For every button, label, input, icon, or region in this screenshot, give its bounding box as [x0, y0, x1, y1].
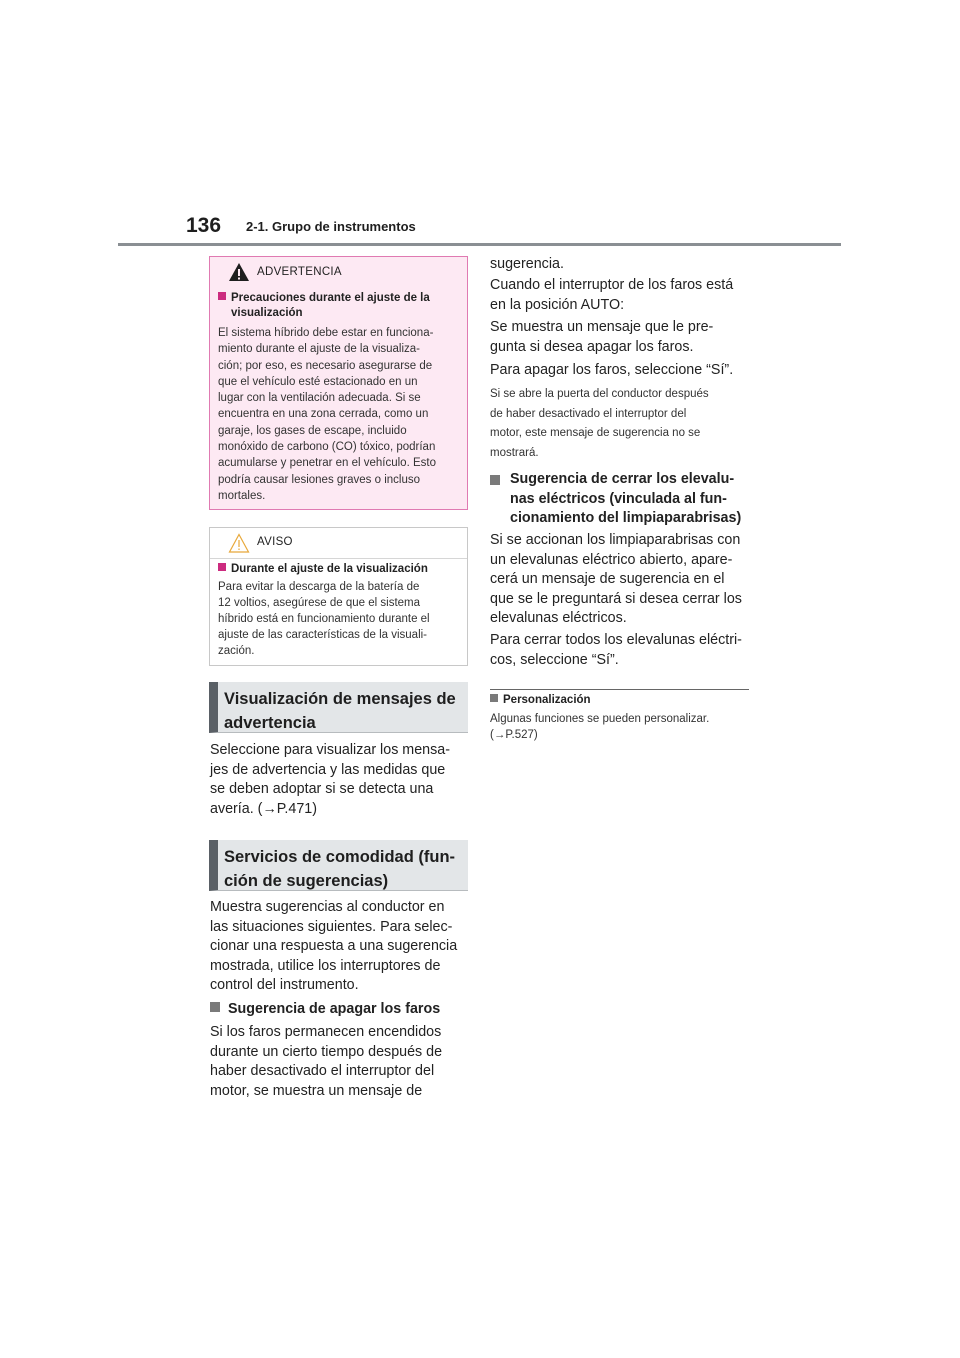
- subheading-close-windows: Sugerencia de cerrar los elevalu- nas eléctricos (vinculada al fun- cionamiento del limpiaparabrisas): [490, 470, 760, 529]
- customization-heading: Personalización: [490, 693, 773, 708]
- notice-text: Para evitar la descarga de la batería de 12 voltios, asegúrese de que el sistema híbrido está en funcionamiento durante el ajuste de las características de la visuali- zación.: [218, 581, 430, 657]
- windows-paragraph-close-all: Para cerrar todos los elevalunas eléctri- cos, seleccione “Sí”.: [490, 632, 742, 668]
- bullet-square-icon: [210, 1002, 220, 1012]
- subheading-lights-off: Sugerencia de apagar los faros: [210, 1000, 472, 1020]
- notice-label: AVISO: [257, 536, 293, 548]
- heading-warning-messages: Visualización de mensajes de advertencia: [209, 682, 468, 733]
- right-col-message: Se muestra un mensaje que le pre- gunta si desea apagar los faros.: [490, 319, 714, 355]
- warning-text: El sistema híbrido debe estar en funciona- miento durante el ajuste de la visualiza- ción; por eso, es necesario asegurarse de que el vehículo esté estacionado en un lugar con la ventilación adecuada. Si se encuentra en una zona cerrada, como un garaje, los gases de escape, incluido monóxido de carbono (CO) tóxico, podrían acumularse y penetrar en el vehículo. Esto podría causar lesiones graves o incluso mortales.: [218, 327, 436, 502]
- bullet-square-icon: [218, 292, 226, 300]
- warning-header: [210, 257, 467, 291]
- notice-header: [210, 528, 467, 559]
- notice-heading: Durante el ajuste de la visualización: [218, 562, 459, 577]
- services-paragraph: Muestra sugerencias al conductor en las situaciones siguientes. Para selec- cionar una respuesta a una sugerencia mostrada, utilice los interruptores de control del instrumento.: [210, 899, 458, 994]
- customization-text: Algunas funciones se pueden personalizar. (→P.527): [490, 713, 710, 741]
- customization-rule: [490, 689, 749, 690]
- section-title: 2-1. Grupo de instrumentos: [246, 219, 416, 234]
- notice-box: [209, 527, 468, 666]
- right-col-sugerencia: sugerencia.: [490, 256, 564, 272]
- lights-paragraph: Si los faros permanecen encendidos durante un cierto tiempo después de haber desactivado el interruptor del motor, se muestra un mensaje de: [210, 1024, 443, 1099]
- windows-paragraph: Si se accionan los limpiaparabrisas con un elevalunas eléctrico abierto, apare- cerá un mensaje de sugerencia en el que se le preguntará si desea cerrar los elevalunas eléctricos.: [490, 532, 742, 627]
- heading-comfort-services: Servicios de comodidad (fun- ción de sugerencias): [209, 840, 468, 891]
- warning-label: ADVERTENCIA: [257, 266, 342, 278]
- right-col-auto-position: Cuando el interruptor de los faros está en la posición AUTO:: [490, 277, 734, 313]
- warning-box: [209, 256, 468, 510]
- bullet-square-icon: [218, 563, 226, 571]
- header-rule: [118, 243, 841, 246]
- warning-heading: Precauciones durante el ajuste de la visualización: [218, 291, 459, 321]
- bullet-square-icon: [490, 694, 498, 702]
- page-number: 136: [186, 214, 222, 237]
- warning-triangle-icon: [228, 262, 250, 287]
- bullet-square-icon: [490, 475, 500, 485]
- right-col-select-yes: Para apagar los faros, seleccione “Sí”.: [490, 362, 734, 378]
- right-col-note: Si se abre la puerta del conductor después de haber desactivado el interruptor del motor, este mensaje de sugerencia no se mostrará.: [490, 388, 709, 459]
- caution-triangle-icon: [228, 533, 250, 558]
- warning-messages-paragraph: Seleccione para visualizar los mensa- jes de advertencia y las medidas que se deben adoptar si se detecta una avería. (→P.471): [210, 742, 450, 817]
